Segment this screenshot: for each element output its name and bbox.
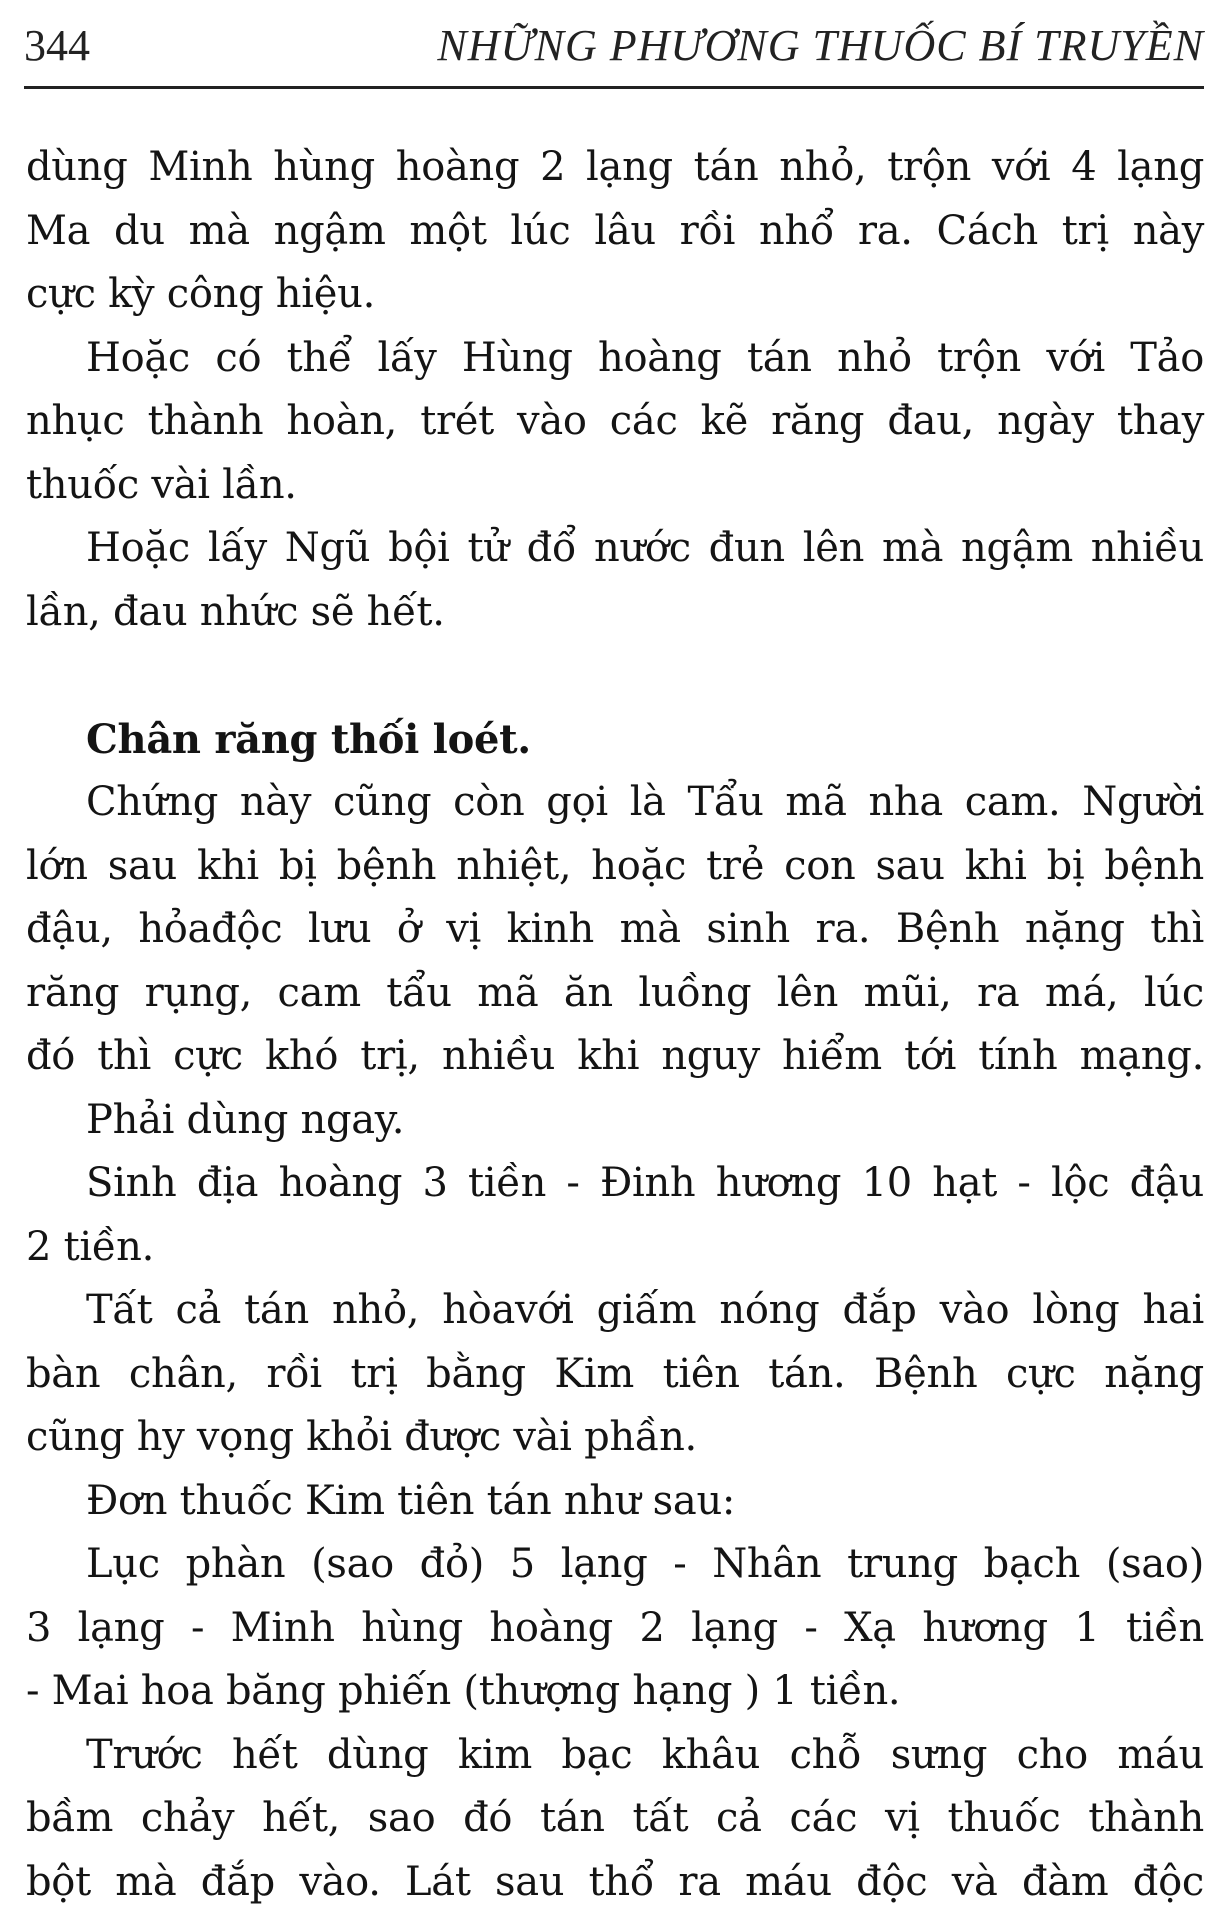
page-body: [26, 136, 1204, 1914]
text-line: 2 tiền.: [26, 1223, 155, 1270]
text-line: Hoặc lấy Ngũ bội tử đổ nước đun lên mà ngậm nhiều: [86, 525, 1204, 571]
text-line: đó thì cực khó trị, nhiều khi nguy hiểm tới tính mạng.: [26, 1033, 1204, 1079]
text-line: Trước hết dùng kim bạc khâu chỗ sưng cho máu: [86, 1731, 1204, 1778]
text-line: cực kỳ công hiệu.: [26, 271, 376, 317]
text-line: 3 lạng - Minh hùng hoàng 2 lạng - Xạ hương 1 tiền: [26, 1604, 1204, 1651]
text-line: lần, đau nhức sẽ hết.: [26, 588, 445, 635]
text-line: Phải dùng ngay.: [86, 1096, 405, 1143]
text-line: dùng Minh hùng hoàng 2 lạng tán nhỏ, trộn với 4 lạng: [26, 144, 1204, 190]
text-line: bàn chân, rồi trị bằng Kim tiên tán. Bệnh cực nặng: [26, 1350, 1204, 1397]
text-line: bột mà đắp vào. Lát sau thổ ra máu độc và đàm độc: [26, 1858, 1204, 1905]
text-line: thuốc vài lần.: [26, 461, 297, 508]
header-divider: [24, 86, 1204, 89]
text-line: cũng hy vọng khỏi được vài phần.: [26, 1414, 697, 1460]
text-line: Chứng này cũng còn gọi là Tẩu mã nha cam. Người: [86, 779, 1204, 825]
blank-line: [26, 644, 1204, 708]
text-line: Đơn thuốc Kim tiên tán như sau:: [86, 1477, 736, 1524]
page-number: 344: [24, 21, 90, 70]
text-line: - Mai hoa băng phiến (thượng hạng ) 1 tiền.: [26, 1668, 901, 1714]
section-heading: Chân răng thối loét.: [86, 715, 531, 763]
text-line: đậu, hỏađộc lưu ở vị kinh mà sinh ra. Bệnh nặng thì: [26, 906, 1204, 952]
text-line: răng rụng, cam tẩu mã ăn luồng lên mũi, ra má, lúc: [26, 969, 1204, 1016]
text-line: Hoặc có thể lấy Hùng hoàng tán nhỏ trộn với Tảo: [86, 334, 1204, 381]
running-title: NHỮNG PHƯƠNG THUỐC BÍ TRUYỀN: [437, 21, 1204, 70]
text-line: Tất cả tán nhỏ, hòavới giấm nóng đắp vào lòng hai: [86, 1287, 1204, 1333]
text-line: Lục phàn (sao đỏ) 5 lạng - Nhân trung bạch (sao): [86, 1541, 1204, 1587]
text-line: Sinh địa hoàng 3 tiền - Đinh hương 10 hạt - lộc đậu: [86, 1160, 1204, 1206]
text-line: bầm chảy hết, sao đó tán tất cả các vị thuốc thành: [26, 1795, 1204, 1841]
page-header: [24, 12, 1204, 76]
text-line: Ma du mà ngậm một lúc lâu rồi nhổ ra. Cách trị này: [26, 207, 1204, 254]
text-line: lớn sau khi bị bệnh nhiệt, hoặc trẻ con sau khi bị bệnh: [26, 842, 1204, 889]
text-line: nhục thành hoàn, trét vào các kẽ răng đau, ngày thay: [26, 398, 1204, 444]
